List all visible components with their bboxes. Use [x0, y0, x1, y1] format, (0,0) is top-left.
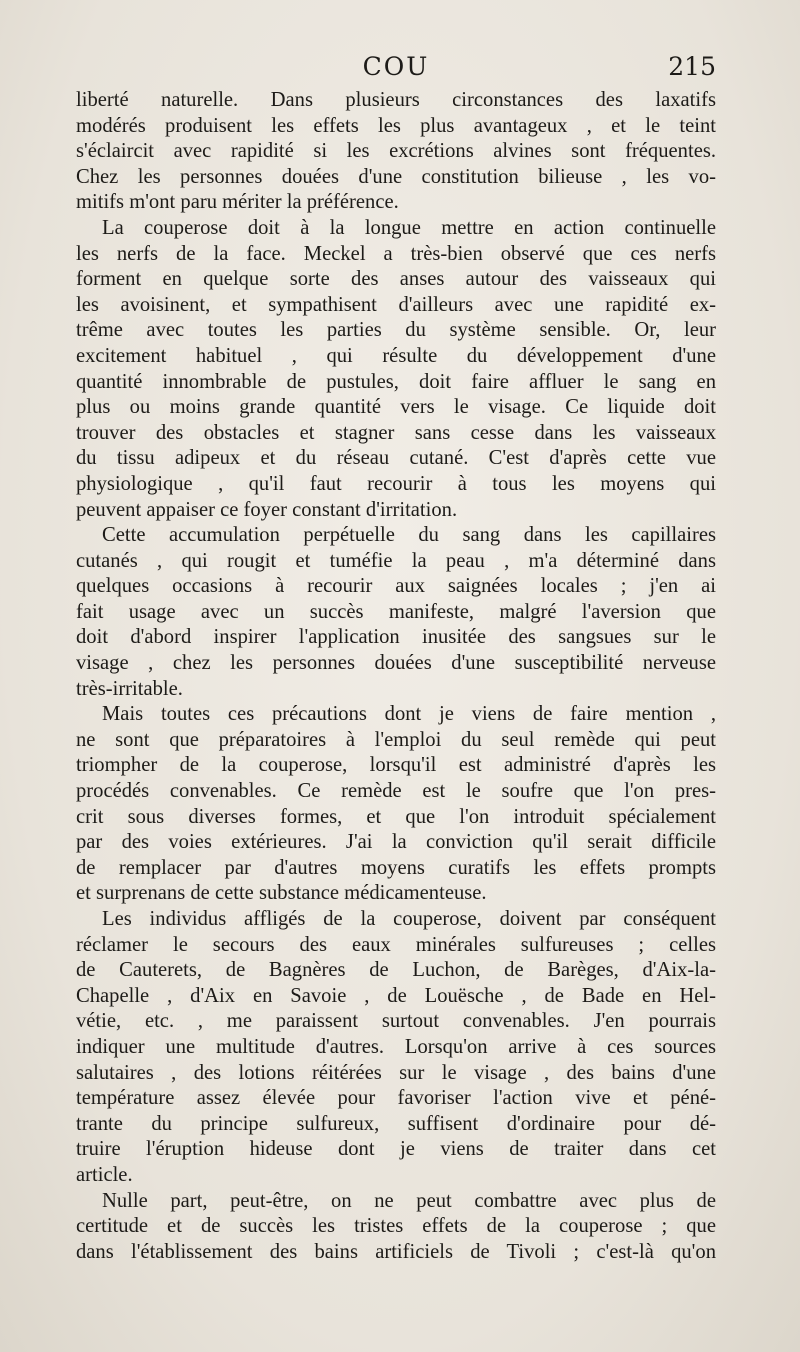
text-line: Les individus affligés de la couperose, doivent par conséquent: [102, 908, 716, 930]
text-line: quelques occasions à recourir aux saignées locales ; j'en ai: [76, 575, 716, 598]
text-line: Cette accumulation perpétuelle du sang dans les capillaires: [102, 524, 716, 547]
text-line: mitifs m'ont paru mériter la préférence.: [76, 191, 399, 214]
text-line: certitude et de succès les tristes effets de la couperose ; que: [76, 1215, 716, 1238]
text-line: réclamer le secours des eaux minérales sulfureuses ; celles: [76, 933, 716, 956]
text-line: excitement habituel , qui résulte du développement d'une: [76, 344, 716, 367]
text-line: fait usage avec un succès manifeste, malgré l'aversion que: [76, 600, 716, 623]
text-line: très-irritable.: [76, 677, 183, 700]
text-line: peuvent appaiser ce foyer constant d'irritation.: [76, 498, 458, 521]
text-line: truire l'éruption hideuse dont je viens de traiter dans cet: [76, 1138, 716, 1161]
text-line: La couperose doit à la longue mettre en action continuelle: [102, 216, 716, 239]
text-line: visage , chez les personnes douées d'une susceptibilité nerveuse: [76, 652, 716, 675]
body-text: [76, 88, 716, 1265]
text-line: par des voies extérieures. J'ai la conviction qu'il serait difficile: [76, 831, 716, 854]
text-line: du tissu adipeux et du réseau cutané. C'est d'après cette vue: [76, 447, 716, 470]
text-line: de remplacer par d'autres moyens curatifs les effets prompts: [76, 856, 716, 879]
text-line: quantité innombrable de pustules, doit faire affluer le sang en: [76, 370, 716, 393]
text-line: Chapelle , d'Aix en Savoie , de Louësche , de Bade en Hel-: [76, 984, 716, 1007]
text-line: indiquer une multitude d'autres. Lorsqu'on arrive à ces sources: [76, 1035, 716, 1058]
text-line: trouver des obstacles et stagner sans cesse dans les vaisseaux: [76, 421, 716, 444]
text-line: température assez élevée pour favoriser l'action vive et péné-: [76, 1087, 716, 1110]
text-line: salutaires , des lotions réitérées sur le visage , des bains d'une: [76, 1061, 716, 1084]
text-line: s'éclaircit avec rapidité si les excrétions alvines sont fréquentes.: [76, 140, 716, 163]
text-line: procédés convenables. Ce remède est le soufre que l'on pres-: [76, 780, 716, 803]
text-line: doit d'abord inspirer l'application inusitée des sangsues sur le: [76, 626, 716, 649]
text-line: les nerfs de la face. Meckel a très-bien observé que ces nerfs: [76, 242, 716, 265]
text-line: crit sous diverses formes, et que l'on introduit spécialement: [76, 805, 716, 828]
text-line: trante du principe sulfureux, suffisent d'ordinaire pour dé-: [76, 1112, 716, 1135]
text-line: les avoisinent, et sympathisent d'ailleurs avec une rapidité ex-: [76, 293, 716, 316]
text-line: Nulle part, peut-être, on ne peut combattre avec plus de: [102, 1189, 716, 1212]
text-line: de Cauterets, de Bagnères de Luchon, de Barèges, d'Aix-la-: [76, 959, 716, 982]
text-line: Mais toutes ces précautions dont je viens de faire mention ,: [102, 703, 716, 726]
text-line: plus ou moins grande quantité vers le visage. Ce liquide doit: [76, 396, 716, 419]
text-line: trême avec toutes les parties du système sensible. Or, leur: [76, 319, 716, 342]
running-head: COU: [362, 52, 430, 81]
text-line: et surprenans de cette substance médicamenteuse.: [76, 882, 487, 905]
text-line: ne sont que préparatoires à l'emploi du seul remède qui peut: [76, 728, 716, 751]
text-line: dans l'établissement des bains artificiels de Tivoli ; c'est-là qu'on: [76, 1240, 716, 1263]
text-line: forment en quelque sorte des anses autour des vaisseaux qui: [76, 268, 716, 291]
text-line: Chez les personnes douées d'une constitution bilieuse , les vo-: [76, 165, 716, 188]
text-line: article.: [76, 1163, 133, 1186]
page-header: [76, 52, 716, 86]
text-line: modérés produisent les effets les plus avantageux , et le teint: [76, 114, 716, 137]
text-line: liberté naturelle. Dans plusieurs circonstances des laxatifs: [76, 89, 716, 111]
page-number: 215: [668, 52, 716, 81]
text-line: vétie, etc. , me paraissent surtout convenables. J'en pourrais: [76, 1010, 716, 1033]
text-line: physiologique , qu'il faut recourir à tous les moyens qui: [76, 472, 716, 495]
text-line: triompher de la couperose, lorsqu'il est administré d'après les: [76, 754, 716, 777]
text-line: cutanés , qui rougit et tuméfie la peau , m'a déterminé dans: [76, 549, 716, 572]
